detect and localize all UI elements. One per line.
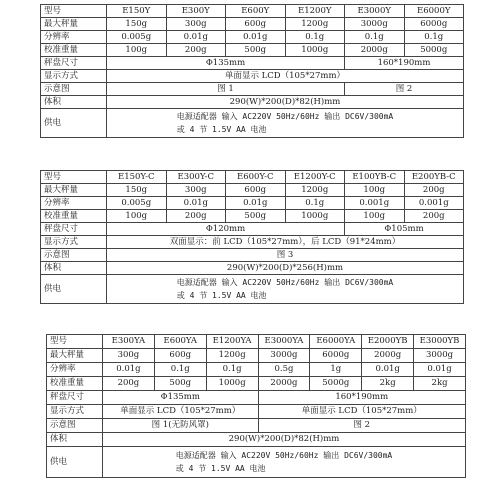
calibration-cell: 2kg: [414, 377, 466, 391]
resolution-cell: 0.01g: [362, 363, 414, 377]
pan-size-row: [41, 223, 464, 236]
model-cell: E600YA: [154, 335, 206, 349]
calibration-cell: 100g: [345, 210, 405, 223]
model-cell: E1200Y: [285, 5, 345, 18]
model-cell: E2000YB: [362, 335, 414, 349]
calibration-cell: 100g: [107, 210, 167, 223]
display-row: [41, 236, 464, 249]
model-cell: E6000Y: [404, 5, 464, 18]
display-value: 单面显示 LCD（105*27mm）: [107, 70, 464, 83]
model-row: [41, 171, 464, 184]
capacity-cell: 600g: [154, 349, 206, 363]
calibration-cell: 500g: [154, 377, 206, 391]
capacity-cell: 2000g: [362, 349, 414, 363]
model-label: 型号: [41, 171, 107, 184]
calibration-cell: 2kg: [362, 377, 414, 391]
capacity-label: 最大秤量: [41, 18, 107, 31]
resolution-cell: 0.1g: [404, 31, 464, 44]
calibration-row: [41, 44, 464, 57]
volume-row: [41, 262, 464, 275]
power-value: [103, 447, 466, 478]
display-row: [41, 70, 464, 83]
resolution-cell: 0.1g: [154, 363, 206, 377]
diagram-label: 示意图: [47, 419, 103, 433]
calibration-cell: 1000g: [206, 377, 258, 391]
pan-size-row: [47, 391, 466, 405]
capacity-cell: 300g: [166, 184, 226, 197]
resolution-row: [41, 197, 464, 210]
power-line-1: 电源适配器 输入 AC220V 50Hz/60Hz 输出 DC6V/300mA: [176, 278, 394, 287]
calibration-row: [41, 210, 464, 223]
calibration-cell: 200g: [404, 210, 464, 223]
volume-label: 体积: [47, 433, 103, 447]
model-cell: E300YA: [103, 335, 155, 349]
calibration-cell: 500g: [226, 210, 286, 223]
model-cell: E300Y-C: [166, 171, 226, 184]
resolution-cell: 0.1g: [345, 31, 405, 44]
capacity-cell: 3000g: [345, 18, 405, 31]
resolution-cell: 0.5g: [258, 363, 310, 377]
model-cell: E600Y-C: [226, 171, 286, 184]
display-label: 显示方式: [47, 405, 103, 419]
power-line-2: 或 4 节 1.5V AA 电池: [175, 464, 266, 473]
calibration-cell: 500g: [226, 44, 286, 57]
power-line-2: 或 4 节 1.5V AA 电池: [176, 125, 267, 134]
diagram-value: 图 2: [345, 83, 464, 96]
capacity-cell: 300g: [166, 18, 226, 31]
model-cell: E1200Y-C: [285, 171, 345, 184]
pan-size-value: Φ105mm: [345, 223, 464, 236]
resolution-cell: 0.01g: [226, 31, 286, 44]
power-text: [177, 276, 394, 302]
volume-label: 体积: [41, 262, 107, 275]
pan-size-label: 秤盘尺寸: [41, 223, 107, 236]
power-value: [107, 275, 464, 304]
pan-size-row: [41, 57, 464, 70]
diagram-value: 图 1(无防风罩): [103, 419, 259, 433]
display-row: [47, 405, 466, 419]
spec-table-1: [40, 4, 464, 138]
resolution-cell: 0.001g: [404, 197, 464, 210]
model-cell: E300Y: [166, 5, 226, 18]
resolution-cell: 0.1g: [285, 31, 345, 44]
calibration-cell: 5000g: [310, 377, 362, 391]
volume-value: 290(W)*200(D)*82(H)mm: [103, 433, 466, 447]
resolution-cell: 0.01g: [226, 197, 286, 210]
volume-value: 290(W)*200(D)*82(H)mm: [107, 96, 464, 109]
diagram-value: 图 3: [107, 249, 464, 262]
capacity-cell: 3000g: [258, 349, 310, 363]
capacity-cell: 6000g: [404, 18, 464, 31]
resolution-cell: 0.1g: [206, 363, 258, 377]
calibration-cell: 200g: [166, 210, 226, 223]
resolution-label: 分辨率: [47, 363, 103, 377]
volume-row: [47, 433, 466, 447]
resolution-cell: 1g: [310, 363, 362, 377]
calibration-cell: 200g: [103, 377, 155, 391]
capacity-cell: 100g: [345, 184, 405, 197]
capacity-cell: 600g: [226, 184, 286, 197]
resolution-cell: 0.005g: [107, 31, 167, 44]
diagram-row: [41, 249, 464, 262]
volume-label: 体积: [41, 96, 107, 109]
model-row: [47, 335, 466, 349]
diagram-label: 示意图: [41, 83, 107, 96]
power-line-1: 电源适配器 输入 AC220V 50Hz/60Hz 输出 DC6V/300mA: [175, 451, 393, 460]
diagram-value: 图 2: [258, 419, 465, 433]
calibration-cell: 2000g: [345, 44, 405, 57]
diagram-row: [47, 419, 466, 433]
capacity-cell: 1200g: [285, 18, 345, 31]
resolution-cell: 0.01g: [166, 197, 226, 210]
power-label: 供电: [41, 109, 107, 138]
pan-size-label: 秤盘尺寸: [47, 391, 103, 405]
model-cell: E100YB-C: [345, 171, 405, 184]
resolution-cell: 0.005g: [107, 197, 167, 210]
diagram-label: 示意图: [41, 249, 107, 262]
volume-value: 290(W)*200(D)*256(H)mm: [107, 262, 464, 275]
model-row: [41, 5, 464, 18]
display-value: 双面显示：前 LCD（105*27mm），后 LCD（91*24mm）: [107, 236, 464, 249]
capacity-cell: 6000g: [310, 349, 362, 363]
capacity-cell: 3000g: [414, 349, 466, 363]
calibration-cell: 200g: [166, 44, 226, 57]
capacity-label: 最大秤量: [41, 184, 107, 197]
capacity-cell: 1200g: [285, 184, 345, 197]
model-label: 型号: [47, 335, 103, 349]
power-label: 供电: [47, 447, 103, 478]
display-label: 显示方式: [41, 70, 107, 83]
capacity-cell: 150g: [107, 184, 167, 197]
model-cell: E150Y-C: [107, 171, 167, 184]
pan-size-value: Φ120mm: [107, 223, 345, 236]
capacity-cell: 600g: [226, 18, 286, 31]
calibration-cell: 1000g: [285, 44, 345, 57]
resolution-label: 分辨率: [41, 197, 107, 210]
capacity-row: [41, 184, 464, 197]
resolution-cell: 0.01g: [166, 31, 226, 44]
calibration-label: 校准重量: [41, 44, 107, 57]
resolution-row: [41, 31, 464, 44]
pan-size-value: Φ135mm: [103, 391, 259, 405]
calibration-cell: 2000g: [258, 377, 310, 391]
power-value: [107, 109, 464, 138]
model-cell: E150Y: [107, 5, 167, 18]
display-value: 单面显示 LCD（105*27mm）: [103, 405, 259, 419]
resolution-row: [47, 363, 466, 377]
calibration-row: [47, 377, 466, 391]
capacity-label: 最大秤量: [47, 349, 103, 363]
power-text: [177, 110, 394, 136]
pan-size-label: 秤盘尺寸: [41, 57, 107, 70]
pan-size-value: 160*190mm: [345, 57, 464, 70]
diagram-value: 图 1: [107, 83, 345, 96]
power-text: [176, 449, 393, 475]
calibration-cell: 5000g: [404, 44, 464, 57]
resolution-label: 分辨率: [41, 31, 107, 44]
calibration-cell: 100g: [107, 44, 167, 57]
display-value: 单面显示 LCD（105*27mm）: [258, 405, 465, 419]
power-row: [41, 275, 464, 304]
spec-table-2: [40, 170, 464, 304]
power-row: [47, 447, 466, 478]
diagram-row: [41, 83, 464, 96]
model-cell: E200YB-C: [404, 171, 464, 184]
calibration-label: 校准重量: [47, 377, 103, 391]
model-label: 型号: [41, 5, 107, 18]
pan-size-value: 160*190mm: [258, 391, 465, 405]
capacity-cell: 200g: [404, 184, 464, 197]
power-line-2: 或 4 节 1.5V AA 电池: [176, 291, 267, 300]
pan-size-value: Φ135mm: [107, 57, 345, 70]
capacity-row: [47, 349, 466, 363]
capacity-cell: 300g: [103, 349, 155, 363]
capacity-row: [41, 18, 464, 31]
resolution-cell: 0.01g: [414, 363, 466, 377]
resolution-cell: 0.01g: [103, 363, 155, 377]
capacity-cell: 1200g: [206, 349, 258, 363]
power-row: [41, 109, 464, 138]
model-cell: E600Y: [226, 5, 286, 18]
model-cell: E3000Y: [345, 5, 405, 18]
model-cell: E3000YA: [258, 335, 310, 349]
volume-row: [41, 96, 464, 109]
calibration-label: 校准重量: [41, 210, 107, 223]
model-cell: E6000YA: [310, 335, 362, 349]
display-label: 显示方式: [41, 236, 107, 249]
resolution-cell: 0.001g: [345, 197, 405, 210]
model-cell: E1200YA: [206, 335, 258, 349]
model-cell: E3000YB: [414, 335, 466, 349]
capacity-cell: 150g: [107, 18, 167, 31]
power-line-1: 电源适配器 输入 AC220V 50Hz/60Hz 输出 DC6V/300mA: [176, 112, 394, 121]
calibration-cell: 1000g: [285, 210, 345, 223]
spec-table-3: [46, 334, 466, 478]
resolution-cell: 0.1g: [285, 197, 345, 210]
power-label: 供电: [41, 275, 107, 304]
